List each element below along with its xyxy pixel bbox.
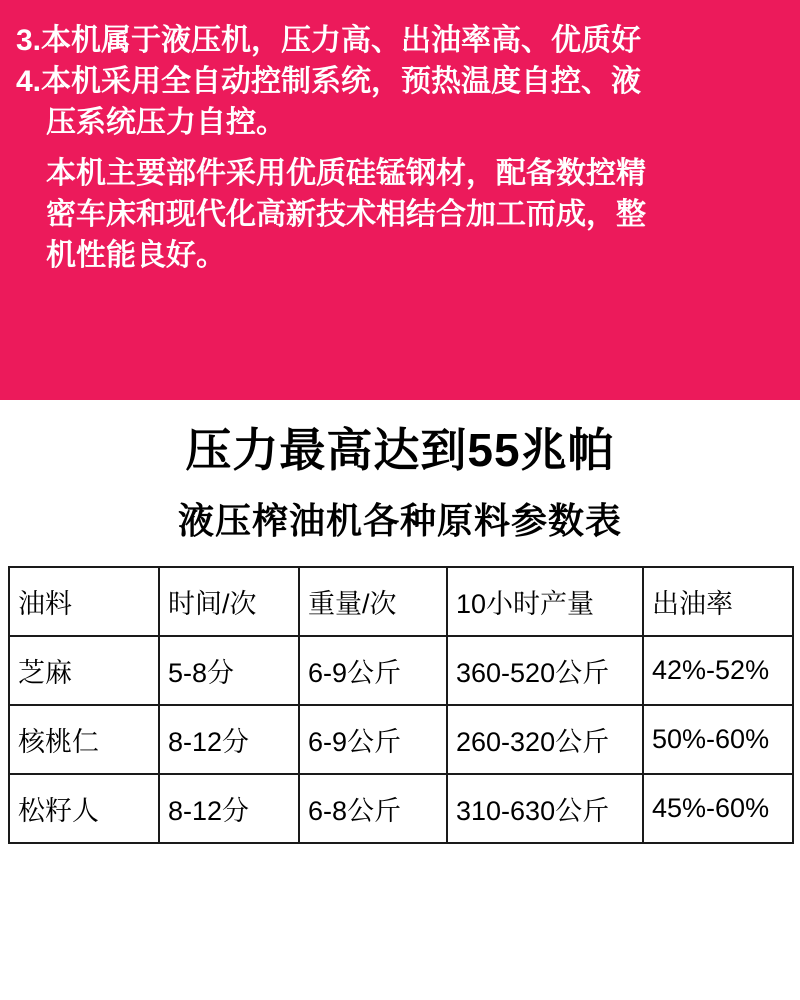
params-table: [8, 566, 794, 844]
table-cell: 8-12分: [159, 774, 299, 843]
table-cell: 核桃仁: [9, 705, 159, 774]
table-cell: 360-520公斤: [447, 636, 643, 705]
table-cell: 6-9公斤: [299, 705, 447, 774]
table-cell: 310-630公斤: [447, 774, 643, 843]
table-row: [9, 705, 793, 774]
spec-section: [0, 400, 800, 1000]
table-cell: 芝麻: [9, 636, 159, 705]
promo-line-1: 3.本机属于液压机，压力高、出油率高、优质好: [16, 24, 642, 57]
table-cell: 50%-60%: [643, 705, 793, 774]
table-cell: 42%-52%: [643, 636, 793, 705]
promo-paragraph-line-2: 密车床和现代化高新技术相结合加工而成，整: [46, 198, 646, 231]
headline: 压力最高达到55兆帕: [185, 424, 615, 476]
table-cell: 松籽人: [9, 774, 159, 843]
promo-line-3: 压系统压力自控。: [46, 106, 286, 139]
table-header-row: [9, 567, 793, 636]
promo-paragraph-line-1: 本机主要部件采用优质硅锰钢材，配备数控精: [46, 157, 646, 190]
promo-line-2: 4.本机采用全自动控制系统，预热温度自控、液: [16, 65, 642, 98]
table-cell: 45%-60%: [643, 774, 793, 843]
table-cell: 6-8公斤: [299, 774, 447, 843]
table-cell: 8-12分: [159, 705, 299, 774]
table-header-cell: 出油率: [643, 567, 793, 636]
table-header-cell: 时间/次: [159, 567, 299, 636]
params-table-wrapper: [8, 566, 792, 844]
table-cell: 5-8分: [159, 636, 299, 705]
table-header-cell: 10小时产量: [447, 567, 643, 636]
table-row: [9, 774, 793, 843]
page-title: 液压榨油机各种原料参数表: [177, 500, 622, 541]
table-row: [9, 636, 793, 705]
promo-paragraph-line-3: 机性能良好。: [46, 239, 226, 272]
table-cell: 6-9公斤: [299, 636, 447, 705]
promo-panel: [0, 0, 800, 400]
table-header-cell: 油料: [9, 567, 159, 636]
table-cell: 260-320公斤: [447, 705, 643, 774]
table-header-cell: 重量/次: [299, 567, 447, 636]
promo-paragraph: [16, 153, 784, 276]
